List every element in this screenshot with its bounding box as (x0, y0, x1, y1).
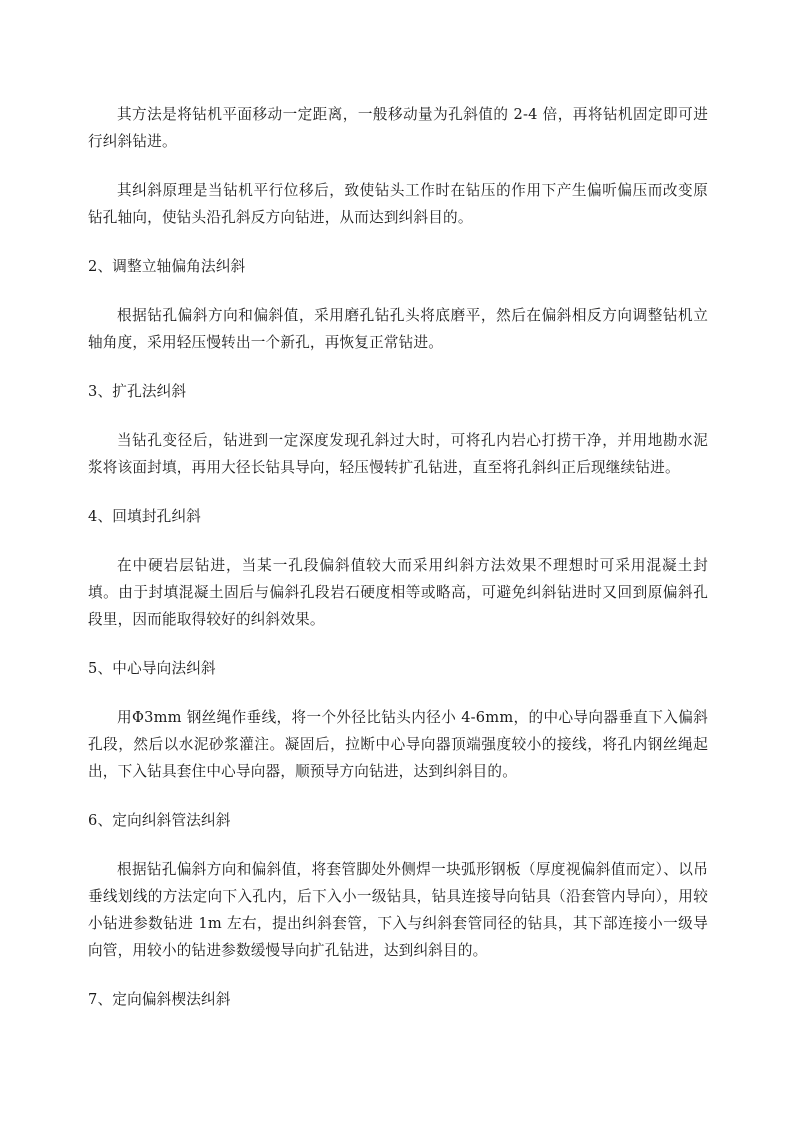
document-page (88, 101, 708, 1035)
heading-4-backfill-seal: 4、回填封孔纠斜 (88, 508, 202, 525)
paragraph-reaming: 当钻孔变径后，钻进到一定深度发现孔斜过大时，可将孔内岩心打捞干净，并用地勘水泥浆将该面封填，再用大径长钻具导向，轻压慢转扩孔钻进，直至将孔斜纠正后现继续钻进。 (88, 432, 708, 476)
heading-6-directional-pipe: 6、定向纠斜管法纠斜 (88, 812, 231, 829)
heading-2-adjust-spindle-angle: 2、调整立轴偏角法纠斜 (88, 258, 246, 275)
paragraph-principle: 其纠斜原理是当钻机平行位移后，致使钻头工作时在钻压的作用下产生偏听偏压而改变原钻孔轴向，使钻头沿孔斜反方向钻进，从而达到纠斜目的。 (88, 182, 708, 226)
heading-3-reaming: 3、扩孔法纠斜 (88, 383, 187, 400)
heading-7-directional-wedge: 7、定向偏斜楔法纠斜 (88, 991, 231, 1008)
paragraph-directional-pipe: 根据钻孔偏斜方向和偏斜值，将套管脚处外侧焊一块弧形钢板（厚度视偏斜值而定）、以吊垂线划线的方法定向下入孔内，后下入小一级钻具，钻具连接导向钻具（沿套管内导向），用较小钻进参数钻进 1m 左右，提出纠斜套管，下入与纠斜套管同径的钻具，其下部连接小一级导向管，用较小的钻进参数缓慢导向扩孔钻进，达到纠斜目的。 (88, 861, 708, 959)
paragraph-center-guide: 用Φ3mm 钢丝绳作垂线，将一个外径比钻头内径小 4-6mm，的中心导向器垂直下入偏斜孔段，然后以水泥砂浆灌注。凝固后，拉断中心导向器顶端强度较小的接线，将孔内钢丝绳起出，下入钻具套住中心导向器，顺预导方向钻进，达到纠斜目的。 (88, 709, 708, 780)
paragraph-method-description: 其方法是将钻机平面移动一定距离，一般移动量为孔斜值的 2-4 倍，再将钻机固定即可进行纠斜钻进。 (88, 106, 708, 150)
paragraph-adjust-spindle-angle: 根据钻孔偏斜方向和偏斜值，采用磨孔钻孔头将底磨平，然后在偏斜相反方向调整钻机立轴角度，采用轻压慢转出一个新孔，再恢复正常钻进。 (88, 307, 708, 351)
paragraph-backfill-seal: 在中硬岩层钻进，当某一孔段偏斜值较大而采用纠斜方法效果不理想时可采用混凝土封填。由于封填混凝土固后与偏斜孔段岩石硬度相等或略高，可避免纠斜钻进时又回到原偏斜孔段里，因而能取得较好的纠斜效果。 (88, 557, 708, 628)
heading-5-center-guide: 5、中心导向法纠斜 (88, 660, 216, 677)
